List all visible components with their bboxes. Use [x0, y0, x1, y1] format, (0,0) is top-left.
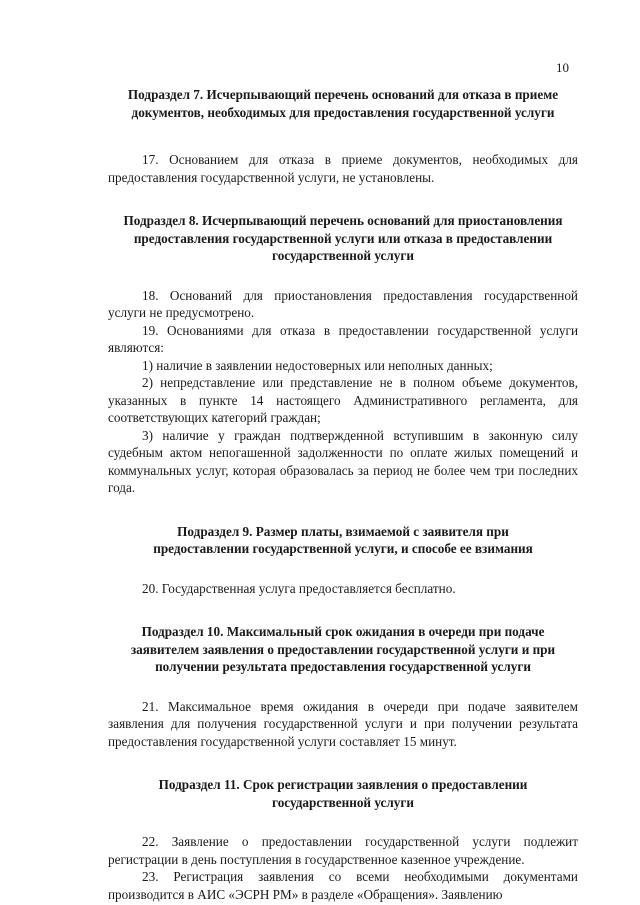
paragraph-22: 22. Заявление о предоставлении государственной услуги подлежит регистрации в день поступления в государственное казенное учреждение.	[108, 834, 578, 867]
paragraph-18: 18. Оснований для приостановления предоставления государственной услуги не предусмотрено.	[108, 287, 578, 320]
document-body	[108, 86, 578, 903]
paragraph-19-item-3: 3) наличие у граждан подтвержденной вступившим в законную силу судебным актом непогашенной задолженности по оплате жилых помещений и коммунальных услуг, которая образовалась за период не более чем три последних года.	[108, 427, 578, 495]
section-heading-8: Подраздел 8. Исчерпывающий перечень оснований для приостановления предоставления государственной услуги или отказа в предоставлении государственной услуги	[123, 213, 563, 263]
paragraph-21: 21. Максимальное время ожидания в очереди при подаче заявителем заявления для получения государственной услуги и при получении результата предоставления государственной услуги составляет 15 минут.	[108, 698, 578, 749]
page-number: 10	[556, 60, 569, 75]
paragraph-19-item-1: 1) наличие в заявлении недостоверных или неполных данных;	[142, 357, 493, 373]
paragraph-19-item-2: 2) непредставление или представление не в полном объеме документов, указанных в пункте 14 настоящего Административного регламента, для соответствующих категорий граждан;	[108, 375, 578, 425]
section-heading-10: Подраздел 10. Максимальный срок ожидания в очереди при подаче заявителем заявления о предоставлении государственной услуги и при получении результата предоставления государственной услуги	[130, 624, 556, 674]
section-heading-11: Подраздел 11. Срок регистрации заявления о предоставлении государственной услуги	[158, 777, 528, 810]
paragraph-23: 23. Регистрация заявления со всеми необходимыми документами производится в АИС «ЭСРН РМ» в разделе «Обращения». Заявлению	[108, 869, 578, 902]
paragraph-19: 19. Основаниями для отказа в предоставлении государственной услуги являются:	[108, 322, 578, 355]
paragraph-20: 20. Государственная услуга предоставляется бесплатно.	[142, 580, 456, 596]
section-heading-9: Подраздел 9. Размер платы, взимаемой с заявителя при предоставлении государственной услуги, и способе ее взимания	[153, 523, 533, 556]
paragraph-17: 17. Основанием для отказа в приеме документов, необходимых для предоставления государственной услуги, не установлены.	[108, 152, 578, 185]
section-heading-7: Подраздел 7. Исчерпывающий перечень оснований для отказа в приеме документов, необходимых для предоставления государственной услуги	[127, 87, 559, 120]
